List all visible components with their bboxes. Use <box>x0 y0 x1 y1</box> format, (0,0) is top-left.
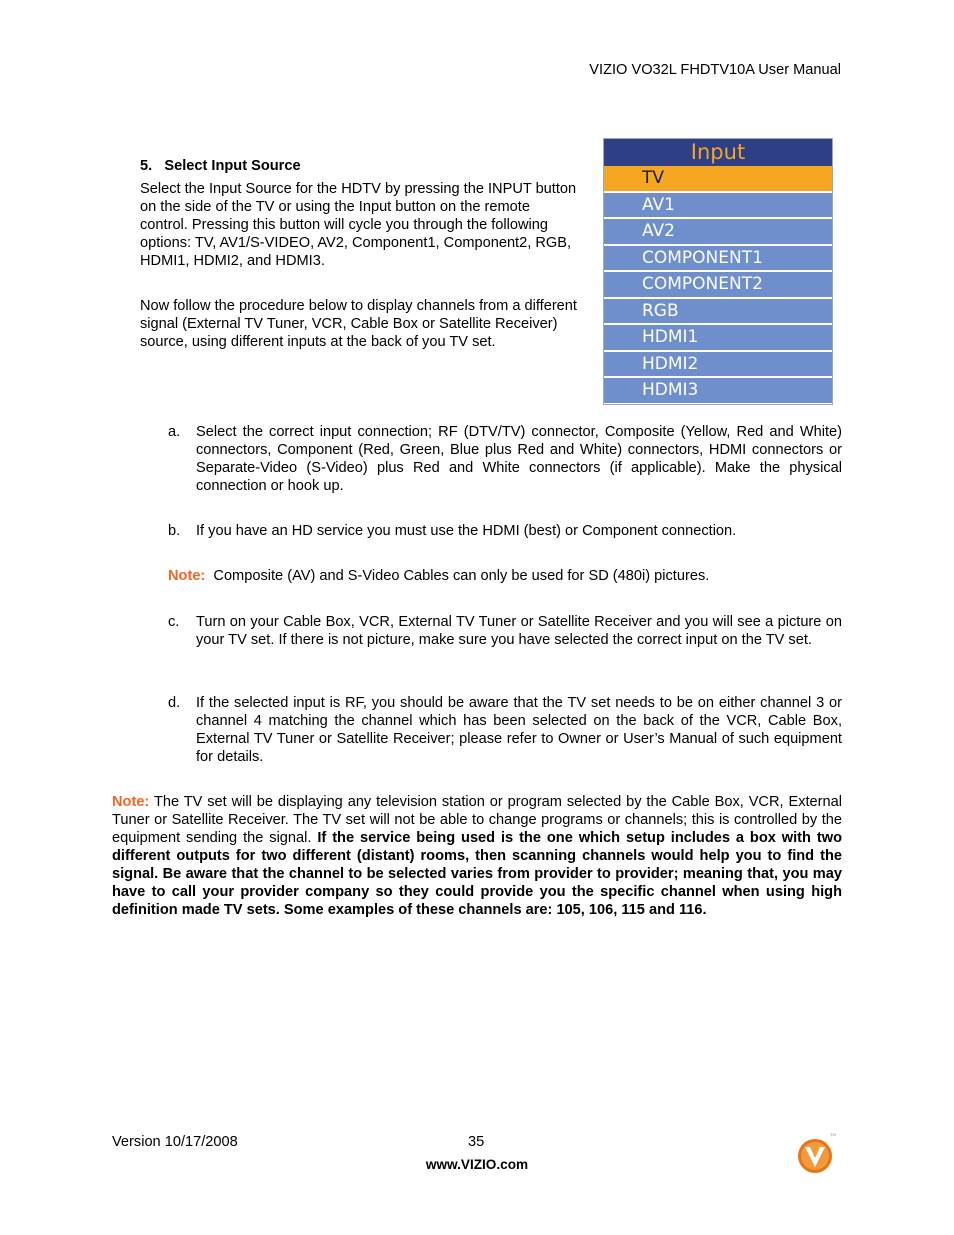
procedure-paragraph: Now follow the procedure below to display channels from a different signal (External TV Tuner, VCR, Cable Box or Satellite Receiver) source, using different inputs at the back of you TV set. <box>140 298 577 350</box>
step-b <box>168 522 842 540</box>
intro-paragraph: Select the Input Source for the HDTV by pressing the INPUT button on the side of the TV or using the Input button on the remote control. Pressing this button will cycle you through the following options: TV, AV1/S-VIDEO, AV2, Component1, Component2, RGB, HDMI1, HDMI2, and HDMI3. <box>140 181 577 269</box>
step-d <box>168 694 842 766</box>
input-menu-screenshot <box>603 138 833 405</box>
page-number: 35 <box>468 1134 485 1150</box>
step-text: If the selected input is RF, you should be aware that the TV set needs to be on either channel 3 or channel 4 matching the channel which has been selected on the back of the VCR, Cable Box, External TV Tuner or Satellite Receiver; please refer to Owner or User’s Manual of such equipment for details. <box>196 695 842 765</box>
vizio-v-logo-icon <box>797 1137 835 1175</box>
vizio-v-logo-icon <box>797 1132 836 1175</box>
note-channel-selection <box>112 793 842 919</box>
manual-title: VIZIO VO32L FHDTV10A User Manual <box>589 62 841 78</box>
footer-url: www.VIZIO.com <box>425 1157 529 1172</box>
step-text: If you have an HD service you must use the HDMI (best) or Component connection. <box>196 523 737 539</box>
footer-version: Version 10/17/2008 <box>112 1134 238 1150</box>
step-text: Select the correct input connection; RF (DTV/TV) connector, Composite (Yellow, Red and White) connectors, Component (Red, Green, Blue plus Red and White) connectors, HDMI connectors or Separate-Video (S-Video) plus Red and White connectors (if applicable). Make the physical connection or hook up. <box>196 424 842 494</box>
step-marker: b. <box>168 523 181 539</box>
input-menu-item-tv: TV <box>604 166 832 191</box>
input-menu-item-av1: AV1 <box>604 193 832 218</box>
input-menu-item-component1: COMPONENT1 <box>604 246 832 271</box>
input-menu-item-component2: COMPONENT2 <box>604 272 832 297</box>
input-menu-item-rgb: RGB <box>604 299 832 324</box>
section-title: Select Input Source <box>164 158 301 174</box>
input-menu-item-hdmi2: HDMI2 <box>604 352 832 377</box>
note-bold-text: If the service being used is the one which setup includes a box with two different outputs for two different (distant) rooms, then scanning channels would help you to find the signal. Be aware that the channel to be selected varies from provider to provider; meaning that, you may have to call your provider company so they could provide you the specific channel when using high definition made TV sets. Some examples of these channels are: 105, 106, 115 and 116. <box>112 830 842 918</box>
note-text: The TV set will be displaying any television station or program selected by the Cable Box, VCR, External Tuner or Satellite Receiver. The TV set will not be able to change programs or channels; this is controlled by the equipment sending the signal. <box>112 794 842 846</box>
input-menu-title: Input <box>604 139 832 166</box>
input-menu-item-hdmi3: HDMI3 <box>604 378 832 403</box>
note-label: Note: <box>112 794 150 810</box>
note-text: Composite (AV) and S-Video Cables can only be used for SD (480i) pictures. <box>213 568 710 584</box>
step-text: Turn on your Cable Box, VCR, External TV Tuner or Satellite Receiver and you will see a picture on your TV set. If there is not picture, make sure you have selected the correct input on the TV set. <box>196 614 842 648</box>
input-menu-item-hdmi1: HDMI1 <box>604 325 832 350</box>
section-number: 5. <box>140 158 153 174</box>
trademark: TM <box>830 1132 836 1137</box>
step-marker: d. <box>168 695 181 711</box>
step-a <box>168 423 842 495</box>
note-label: Note: <box>168 568 206 584</box>
note-sd-cables <box>168 567 709 585</box>
step-marker: a. <box>168 424 181 440</box>
step-marker: c. <box>168 614 180 630</box>
section-heading <box>140 157 301 175</box>
input-menu-item-av2: AV2 <box>604 219 832 244</box>
step-c <box>168 613 842 649</box>
